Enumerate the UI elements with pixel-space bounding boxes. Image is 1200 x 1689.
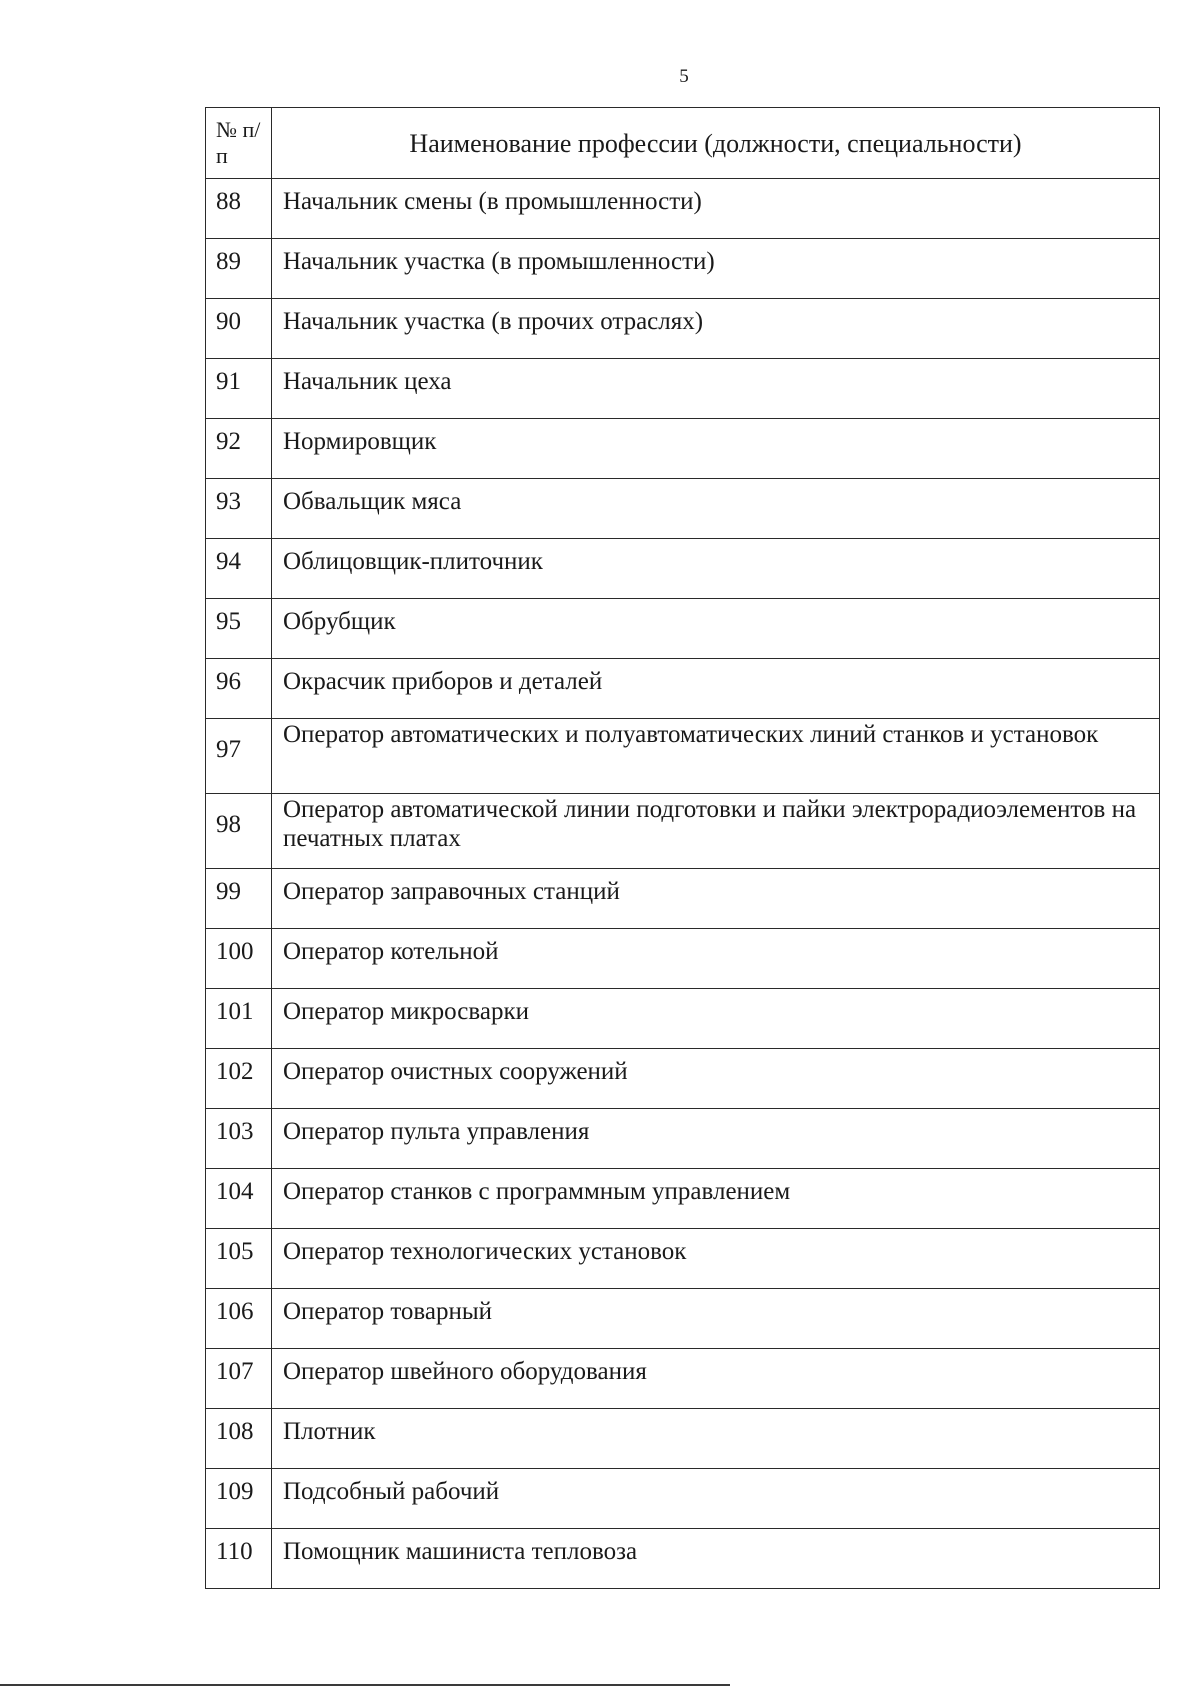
table-row	[206, 1409, 1160, 1469]
table-row	[206, 1529, 1160, 1589]
row-number: 105	[206, 1229, 272, 1289]
row-number: 88	[206, 179, 272, 239]
table-row	[206, 599, 1160, 659]
row-number: 93	[206, 479, 272, 539]
row-profession-name: Начальник участка (в промышленности)	[272, 239, 1160, 299]
table-body	[206, 179, 1160, 1589]
row-number: 103	[206, 1109, 272, 1169]
row-number: 107	[206, 1349, 272, 1409]
table-row	[206, 989, 1160, 1049]
row-number: 104	[206, 1169, 272, 1229]
row-profession-name: Оператор швейного оборудования	[272, 1349, 1160, 1409]
row-number: 109	[206, 1469, 272, 1529]
row-number: 95	[206, 599, 272, 659]
table-row	[206, 929, 1160, 989]
table-header-row	[206, 108, 1160, 179]
table-row	[206, 299, 1160, 359]
row-profession-name: Подсобный рабочий	[272, 1469, 1160, 1529]
row-profession-name: Обвальщик мяса	[272, 479, 1160, 539]
professions-table	[205, 107, 1160, 1589]
row-number: 92	[206, 419, 272, 479]
table-row	[206, 419, 1160, 479]
row-number: 101	[206, 989, 272, 1049]
row-profession-name: Нормировщик	[272, 419, 1160, 479]
row-number: 108	[206, 1409, 272, 1469]
table-row	[206, 1349, 1160, 1409]
table-row	[206, 359, 1160, 419]
row-profession-name: Плотник	[272, 1409, 1160, 1469]
table-row	[206, 869, 1160, 929]
table-row	[206, 1229, 1160, 1289]
table-row	[206, 719, 1160, 794]
table-row	[206, 1109, 1160, 1169]
table-row	[206, 479, 1160, 539]
row-number: 97	[206, 719, 272, 794]
row-profession-name: Оператор микросварки	[272, 989, 1160, 1049]
row-number: 90	[206, 299, 272, 359]
row-number: 89	[206, 239, 272, 299]
header-number: № п/п	[206, 108, 272, 179]
row-number: 94	[206, 539, 272, 599]
table-row	[206, 239, 1160, 299]
row-profession-name: Оператор пульта управления	[272, 1109, 1160, 1169]
row-profession-name: Оператор автоматической линии подготовки и пайки электрорадиоэлементов на печатных платах	[272, 794, 1160, 869]
row-number: 99	[206, 869, 272, 929]
table-row	[206, 179, 1160, 239]
table-row	[206, 1169, 1160, 1229]
row-number: 102	[206, 1049, 272, 1109]
row-profession-name: Окрасчик приборов и деталей	[272, 659, 1160, 719]
table-row	[206, 1469, 1160, 1529]
table-row	[206, 1049, 1160, 1109]
table-row	[206, 794, 1160, 869]
row-profession-name: Обрубщик	[272, 599, 1160, 659]
table-row	[206, 659, 1160, 719]
row-profession-name: Оператор станков с программным управлением	[272, 1169, 1160, 1229]
row-profession-name: Оператор автоматических и полуавтоматических линий станков и установок	[272, 719, 1160, 794]
row-profession-name: Облицовщик-плиточник	[272, 539, 1160, 599]
row-profession-name: Помощник машиниста тепловоза	[272, 1529, 1160, 1589]
row-profession-name: Оператор котельной	[272, 929, 1160, 989]
row-number: 100	[206, 929, 272, 989]
row-number: 106	[206, 1289, 272, 1349]
row-profession-name: Начальник цеха	[272, 359, 1160, 419]
row-number: 110	[206, 1529, 272, 1589]
page-number: 5	[679, 66, 689, 87]
row-number: 91	[206, 359, 272, 419]
row-profession-name: Начальник смены (в промышленности)	[272, 179, 1160, 239]
row-profession-name: Оператор товарный	[272, 1289, 1160, 1349]
row-profession-name: Начальник участка (в прочих отраслях)	[272, 299, 1160, 359]
bottom-rule	[0, 1684, 730, 1686]
row-profession-name: Оператор очистных сооружений	[272, 1049, 1160, 1109]
row-number: 96	[206, 659, 272, 719]
row-profession-name: Оператор заправочных станций	[272, 869, 1160, 929]
row-number: 98	[206, 794, 272, 869]
header-profession-name: Наименование профессии (должности, специальности)	[272, 108, 1160, 179]
row-profession-name: Оператор технологических установок	[272, 1229, 1160, 1289]
table-row	[206, 1289, 1160, 1349]
table-row	[206, 539, 1160, 599]
